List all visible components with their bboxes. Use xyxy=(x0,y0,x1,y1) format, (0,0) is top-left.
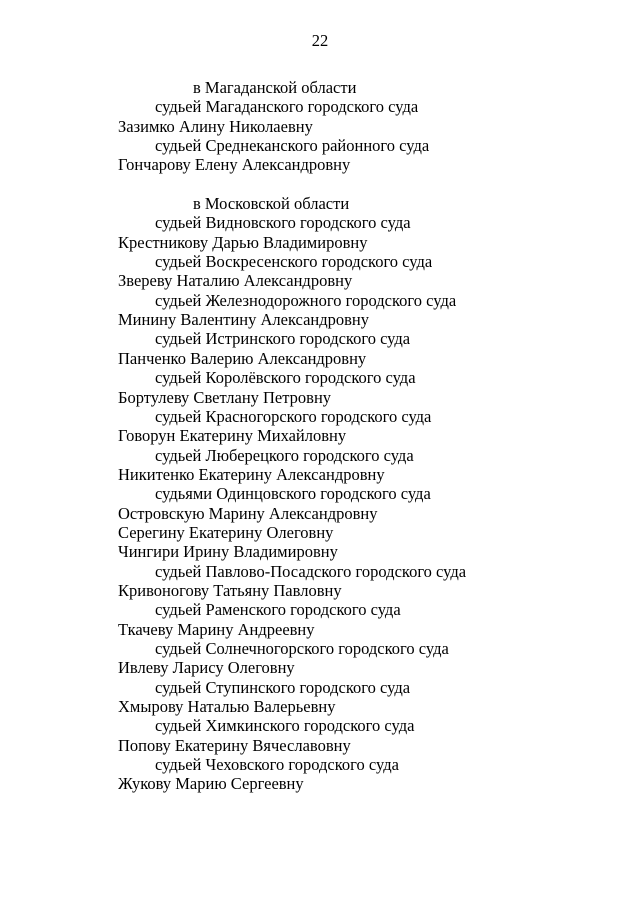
court-line: судьей Раменского городского суда xyxy=(155,600,401,620)
appointee-name: Серегину Екатерину Олеговну xyxy=(118,522,334,542)
region-heading: в Московской области xyxy=(193,194,350,214)
appointee-name: Хмырову Наталью Валерьевну xyxy=(118,697,336,716)
appointee-name: Попову Екатерину Вячеславовну xyxy=(118,735,351,755)
appointee-name: Гончарову Елену Александровну xyxy=(118,155,351,175)
court-line: судьей Королёвского городского суда xyxy=(155,368,416,388)
document-body xyxy=(0,78,640,794)
appointee-name: Чингири Ирину Владимировну xyxy=(118,542,338,562)
court-line: судьей Люберецкого городского суда xyxy=(155,445,414,465)
court-line: судьей Солнечногорского городского суда xyxy=(155,638,449,658)
appointee-name: Островскую Марину Александровну xyxy=(118,503,378,523)
appointee-name: Панченко Валерию Александровну xyxy=(118,348,367,368)
appointee-name: Ивлеву Ларису Олеговну xyxy=(118,658,295,678)
page-number: 22 xyxy=(311,31,329,50)
appointee-name: Крестникову Дарью Владимировну xyxy=(118,232,368,252)
appointee-name: Бортулеву Светлану Петровну xyxy=(118,387,332,407)
court-line: судьей Павлово-Посадского городского суда xyxy=(155,561,467,581)
court-line: судьей Химкинского городского суда xyxy=(155,716,415,736)
appointee-name: Зазимко Алину Николаевну xyxy=(118,116,313,136)
region-section xyxy=(0,78,640,175)
appointee-name: Жукову Марию Сергеевну xyxy=(118,774,304,794)
appointee-name: Никитенко Екатерину Александровну xyxy=(118,464,385,484)
court-line: судьей Ступинского городского суда xyxy=(155,677,411,697)
court-line: судьей Магаданского городского суда xyxy=(155,97,419,117)
court-line: судьей Истринского городского суда xyxy=(155,329,411,349)
court-line: судьями Одинцовского городского суда xyxy=(155,484,431,504)
appointee-name: Минину Валентину Александровну xyxy=(118,310,369,330)
court-line: судьей Красногорского городского суда xyxy=(155,406,432,426)
region-section xyxy=(0,194,640,794)
appointee-name: Ткачеву Марину Андреевну xyxy=(118,619,315,639)
court-line: судьей Чеховского городского суда xyxy=(155,755,399,775)
appointee-name: Говорун Екатерину Михайловну xyxy=(118,426,347,446)
appointee-name: Кривоногову Татьяну Павловну xyxy=(118,580,342,600)
court-line: судьей Среднеканского районного суда xyxy=(155,136,430,156)
appointee-name: Звереву Наталию Александровну xyxy=(118,271,353,291)
court-line: судьей Железнодорожного городского суда xyxy=(155,290,457,310)
region-heading: в Магаданской области xyxy=(193,78,357,97)
court-line: судьей Воскресенского городского суда xyxy=(155,252,433,272)
court-line: судьей Видновского городского суда xyxy=(155,213,411,233)
section-spacer xyxy=(0,175,640,194)
